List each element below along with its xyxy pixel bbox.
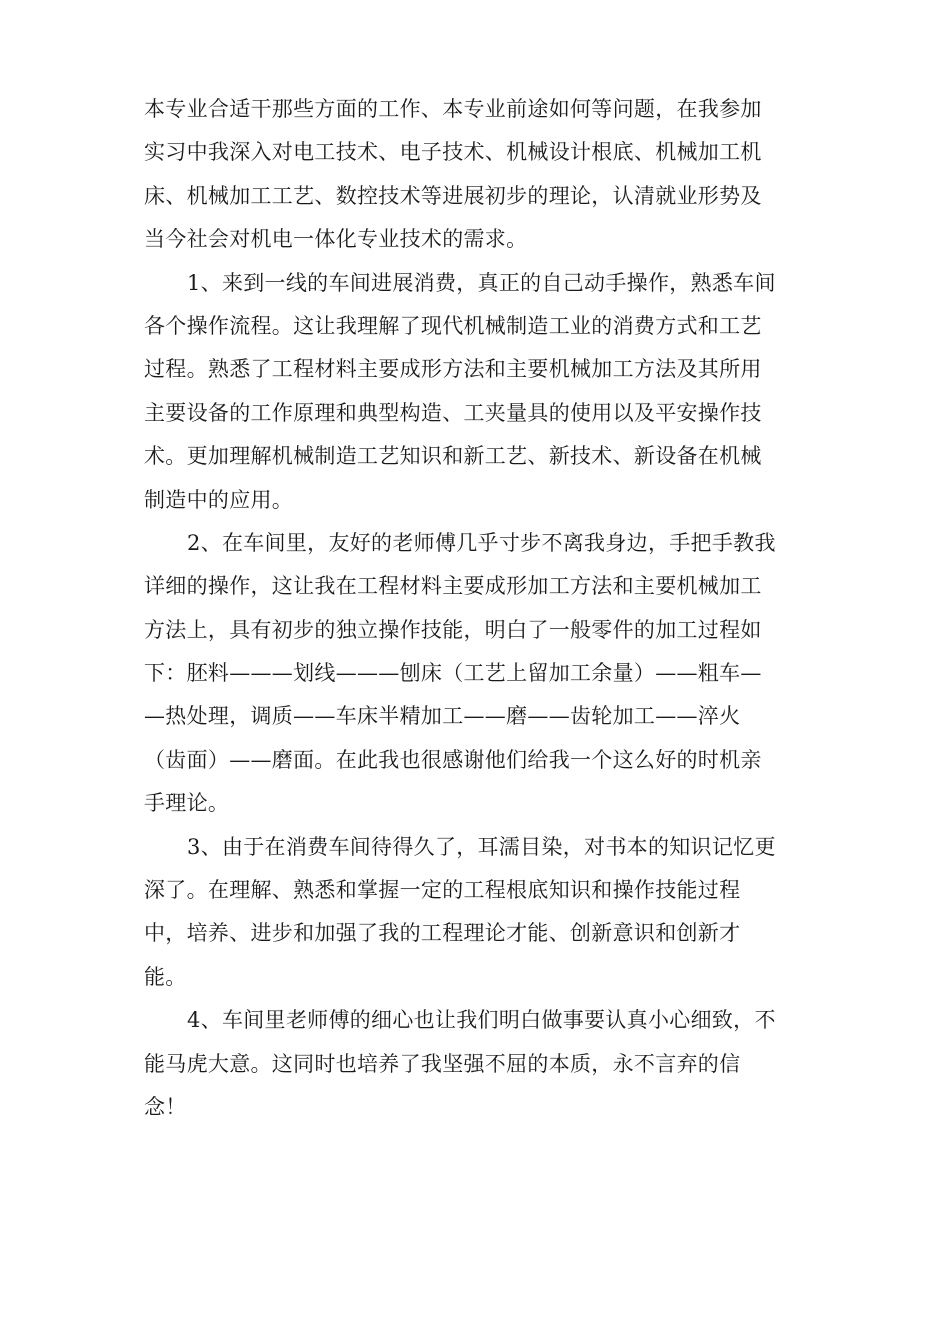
text-line: 3、由于在消费车间待得久了，耳濡目染，对书本的知识记忆更 <box>187 834 776 859</box>
paragraph-item-1 <box>144 262 808 522</box>
text-line: 各个操作流程。这让我理解了现代机械制造工业的消费方式和工艺 <box>144 313 762 338</box>
paragraph-intro <box>144 88 808 262</box>
paragraph-item-4 <box>144 999 808 1129</box>
text-line: 主要设备的工作原理和典型构造、工夹量具的使用以及平安操作技 <box>144 400 762 425</box>
text-line: 中，培养、进步和加强了我的工程理论才能、创新意识和创新才 <box>144 921 741 946</box>
text-line: 能。 <box>144 964 187 989</box>
text-line: 制造中的应用。 <box>144 487 294 512</box>
text-line: 1、来到一线的车间进展消费，真正的自己动手操作，熟悉车间 <box>187 270 776 295</box>
text-line: 方法上，具有初步的独立操作技能，明白了一般零件的加工过程如 <box>144 617 762 642</box>
text-line: 念！ <box>144 1094 187 1119</box>
text-line: 本专业合适干那些方面的工作、本专业前途如何等问题，在我参加 <box>144 97 762 121</box>
text-line: 2、在车间里，友好的老师傅几乎寸步不离我身边，手把手教我 <box>187 530 776 555</box>
paragraph-item-3 <box>144 826 808 1000</box>
text-line: 详细的操作，这让我在工程材料主要成形加工方法和主要机械加工 <box>144 574 762 599</box>
text-line: 术。更加理解机械制造工艺知识和新工艺、新技术、新设备在机械 <box>144 444 762 469</box>
text-line: 4、车间里老师傅的细心也让我们明白做事要认真小心细致，不 <box>187 1008 776 1033</box>
text-line: 床、机械加工工艺、数控技术等进展初步的理论，认清就业形势及 <box>144 183 762 208</box>
text-line: 手理论。 <box>144 791 230 816</box>
paragraph-item-2 <box>144 522 808 826</box>
text-line: —热处理，调质——车床半精加工——磨——齿轮加工——淬火 <box>144 704 741 729</box>
text-line: 实习中我深入对电工技术、电子技术、机械设计根底、机械加工机 <box>144 140 762 165</box>
text-line: 过程。熟悉了工程材料主要成形方法和主要机械加工方法及其所用 <box>144 357 762 382</box>
text-line: 当今社会对机电一体化专业技术的需求。 <box>144 227 528 252</box>
text-line: 能马虎大意。这同时也培养了我坚强不屈的本质，永不言弃的信 <box>144 1051 741 1076</box>
text-line: （齿面）——磨面。在此我也很感谢他们给我一个这么好的时机亲 <box>144 747 762 772</box>
document-body <box>144 88 808 1129</box>
text-line: 下：胚料———划线———刨床（工艺上留加工余量）——粗车— <box>144 661 762 686</box>
text-line: 深了。在理解、熟悉和掌握一定的工程根底知识和操作技能过程 <box>144 878 741 903</box>
